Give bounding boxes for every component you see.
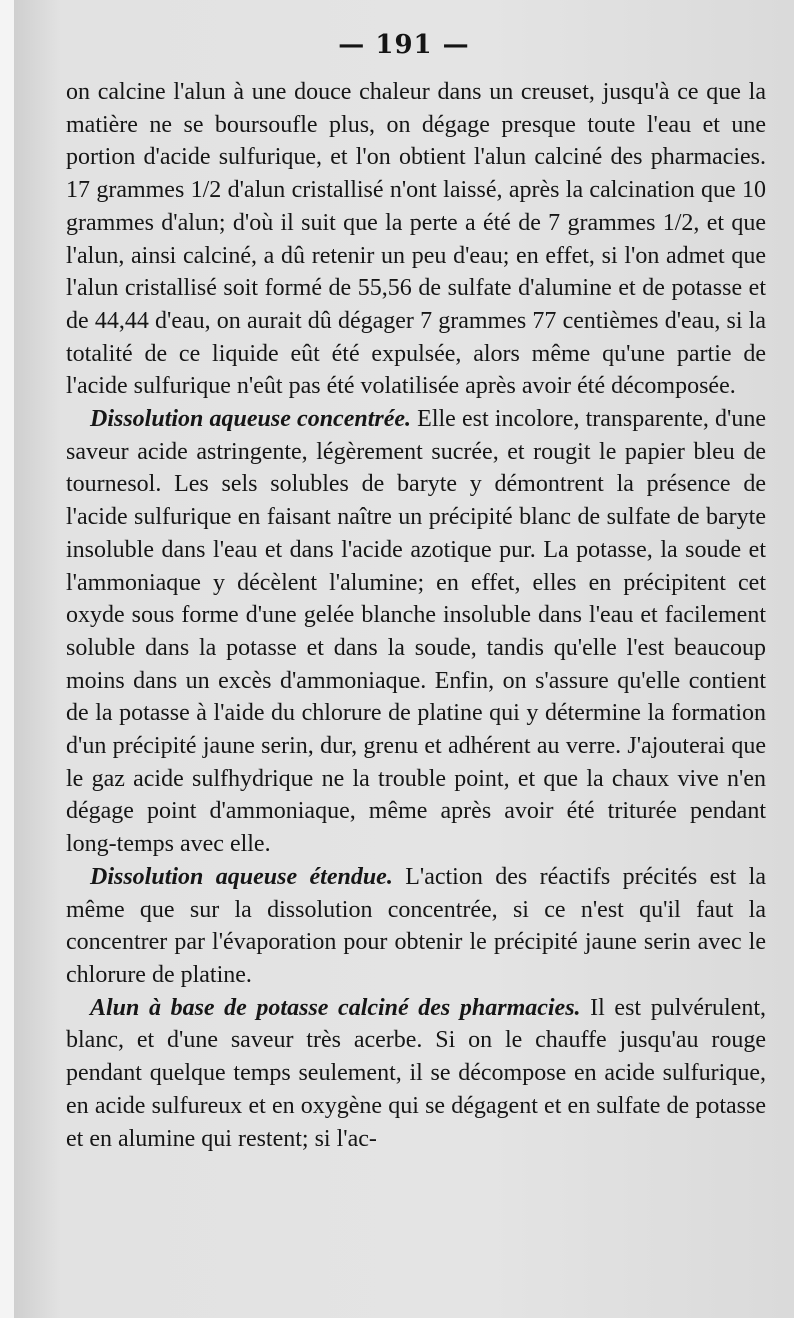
book-page	[14, 0, 794, 1318]
paragraph-4	[66, 992, 766, 1156]
paragraph-1	[66, 76, 766, 403]
paragraph-4-lead: Alun à base de potasse calciné des pharmacies.	[90, 994, 581, 1021]
paragraph-3-lead: Dissolution aqueuse étendue.	[90, 863, 393, 890]
page-margin	[0, 0, 14, 1318]
paragraph-2-lead: Dissolution aqueuse concentrée.	[90, 406, 412, 433]
paragraph-2	[66, 403, 766, 861]
paragraph-3-text: L'action des réactifs précités est la même que sur la dissolution concentrée, si ce n'est qu'il faut la concentrer par l'évaporation pour obtenir le précipité jaune serin avec le chlorure de platine.	[66, 863, 766, 988]
page-number-header: — 191 —	[338, 30, 470, 60]
paragraph-2-text: Elle est incolore, transparente, d'une saveur acide astringente, légèrement sucrée, et rougit le papier bleu de tournesol. Les sels solubles de baryte y démontrent la présence de l'acide sulfurique en faisant naître un précipité blanc de sulfate de baryte insoluble dans l'eau et dans l'acide azotique pur. La potasse, la soude et l'ammoniaque y décèlent l'alumine; en effet, elles en précipitent cet oxyde sous forme d'une gelée blanche insoluble dans l'eau et facilement soluble dans la potasse et dans la soude, tandis qu'elle l'est beaucoup moins dans un excès d'ammoniaque. Enfin, on s'assure qu'elle contient de la potasse à l'aide du chlorure de platine qui y détermine la formation d'un précipité jaune serin, dur, grenu et adhérent au verre. J'ajouterai que le gaz acide sulfhydrique ne la trouble point, et que la chaux vive n'en dégage point d'ammoniaque, même après avoir été triturée pendant long-temps avec elle.	[66, 406, 767, 858]
paragraph-1-text: on calcine l'alun à une douce chaleur dans un creuset, jusqu'à ce que la matière ne se boursoufle plus, on dégage presque toute l'eau et une portion d'acide sulfurique, et l'on obtient l'alun calciné des pharmacies. 17 grammes 1/2 d'alun cristallisé n'ont laissé, après la calcination que 10 grammes d'alun; d'où il suit que la perte a été de 7 grammes 1/2, et que l'alun, ainsi calciné, a dû retenir un peu d'eau; en effet, si l'on admet que l'alun cristallisé soit formé de 55,56 de sulfate d'alumine et de potasse et de 44,44 d'eau, on aurait dû dégager 7 grammes 77 centièmes d'eau, si la totalité de ce liquide eût été expulsée, alors même qu'une partie de l'acide sulfurique n'eût pas été volatilisée après avoir été décomposée.	[66, 79, 766, 400]
paragraph-4-text: Il est pulvérulent, blanc, et d'une saveur très acerbe. Si on le chauffe jusqu'au rouge pendant quelque temps seulement, il se décompose en acide sulfurique, en acide sulfureux et en oxygène qui se dégagent et en sulfate de potasse et en alumine qui restent; si l'ac-	[66, 994, 766, 1152]
page-body	[66, 76, 766, 1155]
paragraph-3	[66, 861, 766, 992]
